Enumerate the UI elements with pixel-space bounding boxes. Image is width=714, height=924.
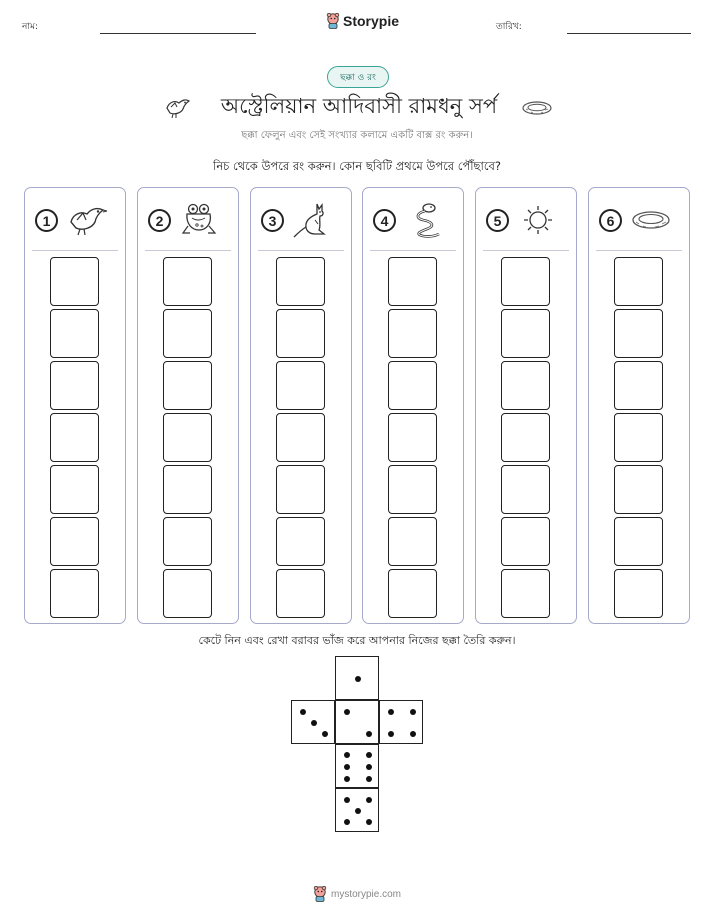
die-pip xyxy=(322,731,328,737)
snake-icon xyxy=(403,200,447,240)
color-box[interactable] xyxy=(388,257,437,306)
bird-icon xyxy=(65,200,109,240)
column-divider xyxy=(483,250,569,251)
die-pip xyxy=(366,764,372,770)
color-box[interactable] xyxy=(276,257,325,306)
color-box[interactable] xyxy=(388,465,437,514)
cut-instruction: কেটে নিন এবং রেখা বরাবর ভাঁজ করে আপনার নিজের ছক্কা তৈরি করুন। xyxy=(198,634,516,647)
color-box[interactable] xyxy=(614,257,663,306)
die-pip xyxy=(366,752,372,758)
color-box[interactable] xyxy=(501,413,550,462)
die-pip xyxy=(344,752,350,758)
column-divider xyxy=(145,250,231,251)
die-face-3 xyxy=(291,700,335,744)
color-box[interactable] xyxy=(501,309,550,358)
die-pip xyxy=(300,709,306,715)
footer xyxy=(0,886,714,902)
page-title: অস্ট্রেলিয়ান আদিবাসী রামধনু সর্প xyxy=(220,94,498,118)
color-box[interactable] xyxy=(163,465,212,514)
color-box[interactable] xyxy=(276,309,325,358)
color-box[interactable] xyxy=(501,465,550,514)
die-pip xyxy=(344,764,350,770)
sun-icon xyxy=(516,200,560,240)
color-box[interactable] xyxy=(388,413,437,462)
subtitle: ছক্কা ফেলুন এবং সেই সংখ্যার কলামে একটি বাক্স রং করুন। xyxy=(241,130,473,141)
date-line[interactable] xyxy=(567,33,691,34)
brand-name: Storypie xyxy=(343,13,400,29)
color-box[interactable] xyxy=(501,361,550,410)
bird-icon xyxy=(163,94,191,120)
die-pip xyxy=(344,819,350,825)
die-face-6 xyxy=(335,744,379,788)
color-box[interactable] xyxy=(163,517,212,566)
activity-tag: ছক্কা ও রং xyxy=(327,66,389,88)
color-box[interactable] xyxy=(501,569,550,618)
color-box[interactable] xyxy=(614,413,663,462)
frog-icon xyxy=(178,200,222,240)
column-1 xyxy=(24,187,126,624)
die-pip xyxy=(366,776,372,782)
color-box[interactable] xyxy=(50,257,99,306)
color-box[interactable] xyxy=(50,361,99,410)
color-box[interactable] xyxy=(388,309,437,358)
color-box[interactable] xyxy=(388,569,437,618)
title-row xyxy=(0,88,714,124)
column-number: 1 xyxy=(35,209,58,232)
column-5 xyxy=(475,187,577,624)
column-divider xyxy=(258,250,344,251)
waterhole-icon xyxy=(521,100,553,116)
column-number: 5 xyxy=(486,209,509,232)
die-pip xyxy=(366,797,372,803)
footer-url[interactable]: mystorypie.com xyxy=(330,888,401,900)
color-box[interactable] xyxy=(614,361,663,410)
die-pip xyxy=(366,819,372,825)
color-box[interactable] xyxy=(50,569,99,618)
die-pip xyxy=(355,808,361,814)
color-box[interactable] xyxy=(388,517,437,566)
die-face-4 xyxy=(379,700,423,744)
die-pip xyxy=(344,709,350,715)
column-number: 2 xyxy=(148,209,171,232)
die-pip xyxy=(388,709,394,715)
column-number: 3 xyxy=(261,209,284,232)
date-label: তারিখ: xyxy=(496,22,522,32)
die-face-2 xyxy=(335,700,379,744)
kangaroo-icon xyxy=(291,200,335,240)
color-box[interactable] xyxy=(163,361,212,410)
color-box[interactable] xyxy=(614,569,663,618)
color-box[interactable] xyxy=(276,413,325,462)
color-box[interactable] xyxy=(501,257,550,306)
column-4 xyxy=(362,187,464,624)
die-pip xyxy=(344,797,350,803)
color-box[interactable] xyxy=(50,309,99,358)
color-box[interactable] xyxy=(50,413,99,462)
instruction-text: নিচ থেকে উপরে রং করুন। কোন ছবিটি প্রথমে উপরে পৌঁছাবে? xyxy=(213,159,501,173)
die-pip xyxy=(355,676,361,682)
die-face-1 xyxy=(335,656,379,700)
column-divider xyxy=(32,250,118,251)
color-box[interactable] xyxy=(276,569,325,618)
storypie-mascot-icon xyxy=(313,886,327,902)
column-number: 6 xyxy=(599,209,622,232)
color-box[interactable] xyxy=(163,257,212,306)
brand-logo xyxy=(326,13,399,29)
color-box[interactable] xyxy=(163,569,212,618)
column-divider xyxy=(596,250,682,251)
die-pip xyxy=(344,776,350,782)
color-box[interactable] xyxy=(276,465,325,514)
color-box[interactable] xyxy=(614,465,663,514)
column-number: 4 xyxy=(373,209,396,232)
die-pip xyxy=(366,731,372,737)
color-box[interactable] xyxy=(501,517,550,566)
color-box[interactable] xyxy=(614,309,663,358)
color-box[interactable] xyxy=(50,517,99,566)
color-box[interactable] xyxy=(276,517,325,566)
color-box[interactable] xyxy=(614,517,663,566)
color-box[interactable] xyxy=(50,465,99,514)
color-box[interactable] xyxy=(276,361,325,410)
die-pip xyxy=(410,731,416,737)
name-label: নাম: xyxy=(22,22,39,32)
column-2 xyxy=(137,187,239,624)
die-pip xyxy=(410,709,416,715)
column-3 xyxy=(250,187,352,624)
die-pip xyxy=(388,731,394,737)
column-6 xyxy=(588,187,690,624)
color-box[interactable] xyxy=(163,413,212,462)
column-divider xyxy=(370,250,456,251)
die-face-5 xyxy=(335,788,379,832)
die-pip xyxy=(311,720,317,726)
color-box[interactable] xyxy=(163,309,212,358)
name-line[interactable] xyxy=(100,33,256,34)
waterhole-icon xyxy=(629,200,673,240)
color-box[interactable] xyxy=(388,361,437,410)
storypie-mascot-icon xyxy=(326,13,340,29)
